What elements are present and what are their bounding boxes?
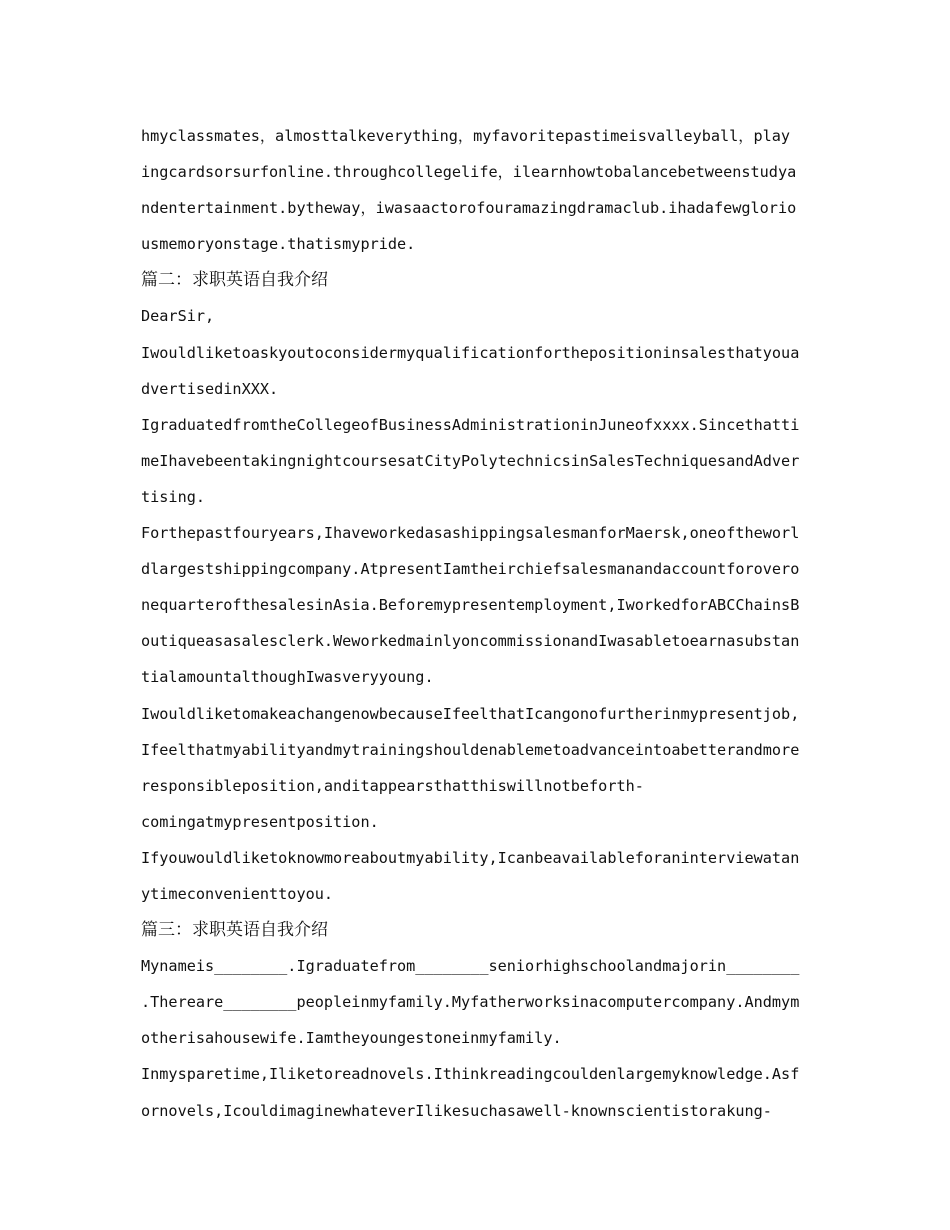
text-line: Forthepastfouryears,IhaveworkedasashippingsalesmanforMaersk,oneoftheworl (141, 524, 800, 543)
document-body (141, 118, 813, 1129)
text-line: DearSir, (141, 307, 215, 326)
text-line: dvertisedinXXX. (141, 379, 279, 398)
text-line: Iwouldliketoaskyoutoconsidermyqualificationforthepositioninsalesthatyoua (141, 343, 800, 362)
section-heading: 篇二：求职英语自我介绍 (141, 270, 328, 291)
text-line: ingcardsorsurfonline.throughcollegelife，ilearnhowtobalancebetweenstudya (141, 163, 797, 182)
text-line: nequarterofthesalesinAsia.Beforemypresentemployment,IworkedforABCChainsB (141, 596, 800, 615)
text-line: ytimeconvenienttoyou. (141, 884, 334, 903)
text-line: tising. (141, 487, 206, 506)
text-line: tialamountalthoughIwasveryyoung. (141, 668, 434, 687)
text-line: Inmysparetime,Iliketoreadnovels.Ithinkreadingcouldenlargemyknowledge.Asf (141, 1065, 800, 1084)
text-line: usmemoryonstage.thatismypride. (141, 235, 416, 254)
text-line: Ifeelthatmyabilityandmytrainingshouldenablemetoadvanceintoabetterandmore (141, 740, 800, 759)
text-line: IgraduatedfromtheCollegeofBusinessAdministrationinJuneofxxxx.Sincethatti (141, 415, 800, 434)
text-line: .Thereare________peopleinmyfamily.Myfatherworksinacomputercompany.Andmym (141, 993, 800, 1012)
text-line: IwouldliketomakeachangenowbecauseIfeelthatIcangonofurtherinmypresentjob, (141, 704, 800, 723)
text-line: meIhavebeentakingnightcoursesatCityPolytechnicsinSalesTechniquesandAdver (141, 451, 800, 470)
text-line: responsibleposition,anditappearsthatthiswillnotbeforth- (141, 776, 644, 795)
text-line: hmyclassmates，almosttalkeverything，myfavoritepastimeisvalleyball，play (141, 127, 791, 145)
text-line: comingatmypresentposition. (141, 812, 379, 831)
text-line: Mynameis________.Igraduatefrom________seniorhighschoolandmajorin________ (141, 957, 800, 976)
text-line: outiqueasasalesclerk.WeworkedmainlyoncommissionandIwasabletoearnasubstan (141, 632, 800, 651)
text-line: Ifyouwouldliketoknowmoreaboutmyability,Icanbeavailableforaninterviewatan (141, 848, 800, 867)
section-heading: 篇三：求职英语自我介绍 (141, 920, 328, 941)
text-line: otherisahousewife.Iamtheyoungestoneinmyfamily. (141, 1029, 562, 1048)
text-line: dlargestshippingcompany.AtpresentIamtheirchiefsalesmanandaccountforovero (141, 560, 800, 579)
text-line: ornovels,IcouldimaginewhateverIlikesuchasawell-knownscientistorakung- (141, 1101, 772, 1120)
text-line: ndentertainment.bytheway，iwasaactorofouramazingdramaclub.ihadafewglorio (141, 199, 797, 218)
